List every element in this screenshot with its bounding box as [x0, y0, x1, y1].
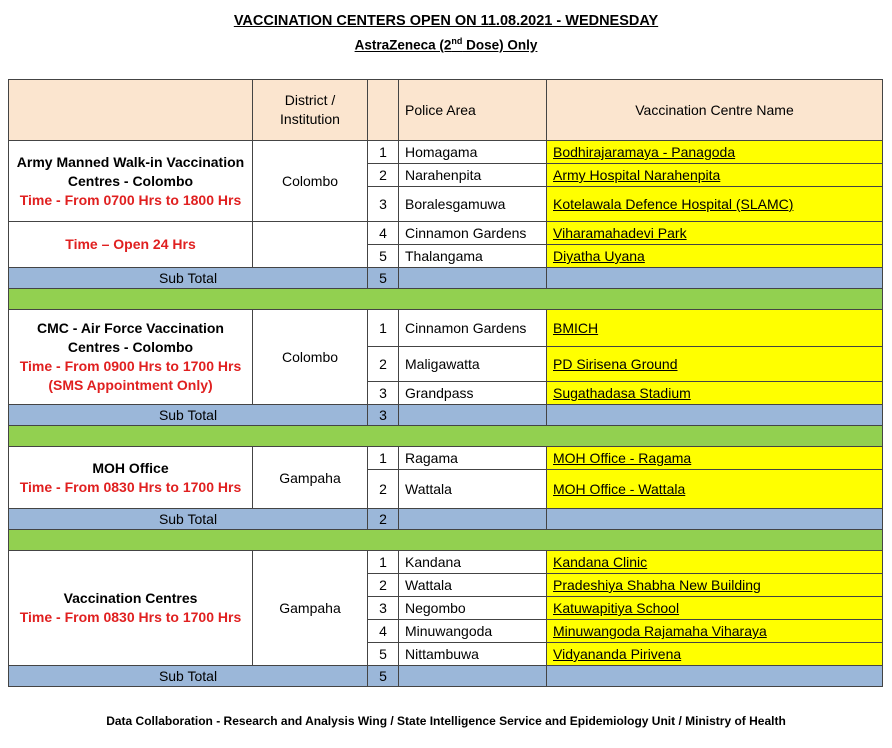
row-number: 4 — [368, 620, 399, 643]
district-cell: Colombo — [253, 310, 368, 405]
page-title: VACCINATION CENTERS OPEN ON 11.08.2021 - WEDNESDAY — [233, 13, 659, 29]
subtotal-value: 5 — [368, 268, 399, 289]
subtotal-empty — [399, 268, 547, 289]
footer-credit: Data Collaboration - Research and Analysis Wing / State Intelligence Service and Epidemiology Unit / Ministry of Health — [106, 714, 786, 728]
district-cell — [253, 222, 368, 268]
subtotal-label: Sub Total — [9, 666, 368, 687]
row-number: 2 — [368, 347, 399, 382]
header-centre: Vaccination Centre Name — [547, 80, 883, 141]
police-area: Grandpass — [399, 382, 547, 405]
row-number: 2 — [368, 164, 399, 187]
subtotal-empty — [547, 509, 883, 530]
centre-name: MOH Office - Ragama — [547, 447, 883, 470]
police-area: Nittambuwa — [399, 643, 547, 666]
district-cell: Gampaha — [253, 551, 368, 666]
subtotal-row — [9, 405, 883, 426]
separator-row — [9, 530, 883, 551]
page-subtitle — [0, 36, 892, 53]
subtitle-sup: nd — [451, 36, 463, 46]
group-label-cell — [9, 447, 253, 509]
row-number: 2 — [368, 470, 399, 509]
header-row — [9, 80, 883, 141]
group-name: Vaccination Centres — [63, 590, 198, 606]
separator-row — [9, 289, 883, 310]
group-time: Time – Open 24 Hrs — [65, 236, 196, 252]
group-name: MOH Office — [92, 459, 169, 476]
group-time: Time - From 0830 Hrs to 1700 Hrs — [19, 609, 242, 625]
subtotal-row — [9, 268, 883, 289]
subtotal-row — [9, 509, 883, 530]
row-number: 4 — [368, 222, 399, 245]
row-number: 1 — [368, 310, 399, 347]
subtotal-label: Sub Total — [9, 405, 368, 426]
centre-name: Kotelawala Defence Hospital (SLAMC) — [547, 187, 883, 222]
subtitle-pre: AstraZeneca (2 — [354, 37, 452, 53]
separator-row — [9, 426, 883, 447]
separator-cell — [9, 530, 883, 551]
group-time: Time - From 0830 Hrs to 1700 Hrs — [19, 478, 242, 495]
group-label-cell — [9, 141, 253, 222]
row-number: 5 — [368, 245, 399, 268]
police-area: Ragama — [399, 447, 547, 470]
centre-name: Pradeshiya Shabha New Building — [547, 574, 883, 597]
subtotal-value: 2 — [368, 509, 399, 530]
centre-name: Sugathadasa Stadium — [547, 382, 883, 405]
centre-name: Vidyananda Pirivena — [547, 643, 883, 666]
police-area: Cinnamon Gardens — [399, 310, 547, 347]
header-district: District / Institution — [253, 80, 368, 141]
police-area: Boralesgamuwa — [399, 187, 547, 222]
header-group — [9, 80, 253, 141]
subtitle-post: Dose) Only — [462, 37, 538, 53]
subtotal-empty — [399, 666, 547, 687]
subtotal-label: Sub Total — [9, 509, 368, 530]
group-time: Time - From 0700 Hrs to 1800 Hrs — [19, 191, 242, 208]
centre-name: Army Hospital Narahenpita — [547, 164, 883, 187]
table-row — [9, 141, 883, 164]
table-row — [9, 222, 883, 245]
separator-cell — [9, 426, 883, 447]
header-police: Police Area — [399, 80, 547, 141]
subtotal-value: 3 — [368, 405, 399, 426]
police-area: Thalangama — [399, 245, 547, 268]
subtotal-value: 5 — [368, 666, 399, 687]
separator-cell — [9, 289, 883, 310]
group-name: CMC - Air Force Vaccination Centres - Colombo — [37, 320, 224, 355]
police-area: Maligawatta — [399, 347, 547, 382]
row-number: 1 — [368, 551, 399, 574]
police-area: Homagama — [399, 141, 547, 164]
row-number: 3 — [368, 597, 399, 620]
centre-name: Kandana Clinic — [547, 551, 883, 574]
subtotal-empty — [399, 509, 547, 530]
group-label-cell — [9, 551, 253, 666]
police-area: Narahenpita — [399, 164, 547, 187]
table-row — [9, 447, 883, 470]
row-number: 3 — [368, 187, 399, 222]
group-label-cell — [9, 310, 253, 405]
police-area: Kandana — [399, 551, 547, 574]
subtotal-empty — [547, 666, 883, 687]
district-cell: Gampaha — [253, 447, 368, 509]
district-cell: Colombo — [253, 141, 368, 222]
police-area: Negombo — [399, 597, 547, 620]
centre-name: Minuwangoda Rajamaha Viharaya — [547, 620, 883, 643]
group-label-cell — [9, 222, 253, 268]
police-area: Minuwangoda — [399, 620, 547, 643]
row-number: 1 — [368, 141, 399, 164]
centre-name: Bodhirajaramaya - Panagoda — [547, 141, 883, 164]
group-name: Army Manned Walk-in Vaccination Centres - Colombo — [16, 153, 245, 189]
centre-name: MOH Office - Wattala — [547, 470, 883, 509]
subtotal-label: Sub Total — [9, 268, 368, 289]
table-row — [9, 551, 883, 574]
centre-name: BMICH — [547, 310, 883, 347]
police-area: Wattala — [399, 574, 547, 597]
centre-name: Diyatha Uyana — [547, 245, 883, 268]
subtotal-empty — [547, 405, 883, 426]
subtotal-row — [9, 666, 883, 687]
police-area: Wattala — [399, 470, 547, 509]
header-number — [368, 80, 399, 141]
centre-name: PD Sirisena Ground — [547, 347, 883, 382]
vaccination-table — [8, 79, 883, 687]
centre-name: Katuwapitiya School — [547, 597, 883, 620]
row-number: 2 — [368, 574, 399, 597]
row-number: 1 — [368, 447, 399, 470]
row-number: 3 — [368, 382, 399, 405]
subtotal-empty — [399, 405, 547, 426]
row-number: 5 — [368, 643, 399, 666]
police-area: Cinnamon Gardens — [399, 222, 547, 245]
subtotal-empty — [547, 268, 883, 289]
group-time: Time - From 0900 Hrs to 1700 Hrs (SMS Appointment Only) — [19, 358, 242, 393]
centre-name: Viharamahadevi Park — [547, 222, 883, 245]
table-row — [9, 310, 883, 347]
